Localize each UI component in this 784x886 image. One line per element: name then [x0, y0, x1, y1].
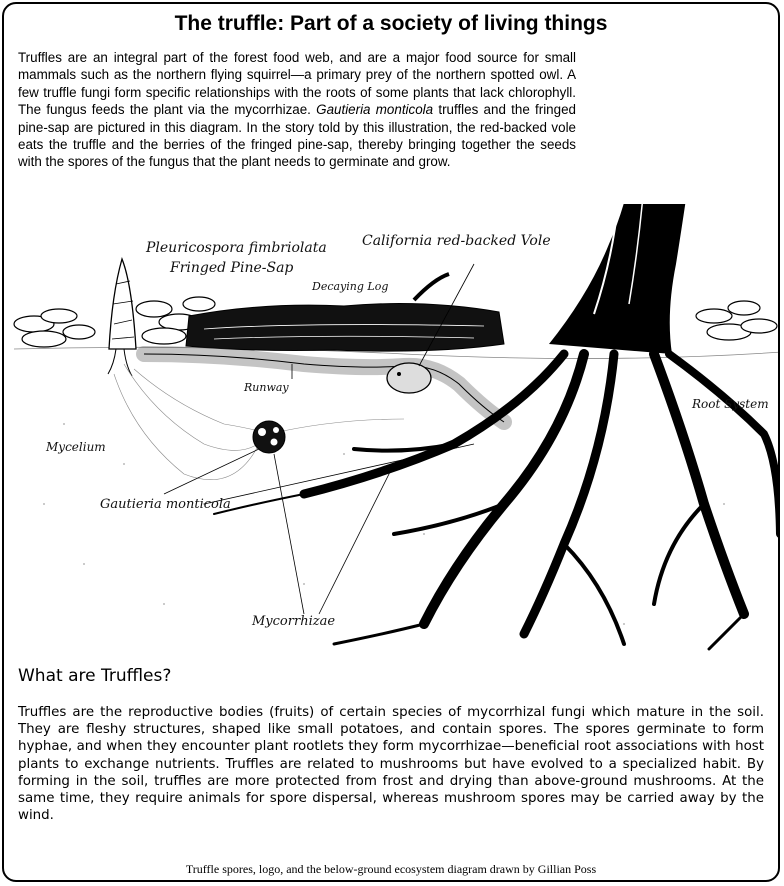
label-decaying-log: Decaying Log — [312, 280, 389, 293]
section-body: Truffles are the reproductive bodies (fruits) of certain species of mycorrhizal fungi which mature in the soil. They are fleshy structures, shaped like small potatoes, and contain spores. The spores germinate to form hyphae, and when they encounter plant rootlets they form mycorrhizae—beneficial root associations with host plants to exchange nutrients. Truffles are related to mushrooms but have evolved to a specialized habit. By forming in the soil, truffles are more protected from frost and drying than above-ground mushrooms. At the same time, they require animals for spore dispersal, whereas mushroom spores may be carried away by the wind. — [18, 705, 764, 824]
intro-paragraph — [18, 49, 576, 171]
soil-texture — [43, 423, 725, 625]
groundcover-plants-right — [696, 301, 777, 340]
intro-species-name: Gautieria monticola — [316, 102, 434, 118]
illustration-credit: Truffle spores, logo, and the below-ground ecosystem diagram drawn by Gillian Poss — [185, 862, 597, 876]
label-gautieria: Gautieria monticola — [100, 497, 231, 512]
label-pinesap-common: Fringed Pine-Sap — [170, 260, 294, 276]
label-vole: California red-backed Vole — [362, 233, 551, 249]
section-heading: What are Truffles? — [18, 666, 172, 686]
red-backed-vole — [387, 363, 431, 393]
gautieria-truffle — [253, 421, 285, 453]
intro-text-part2: truffles and the fringed pine-sap are pictured in this diagram. In the story told by this illustration, the red-backed vole eats the truffle and the berries of the fringed pine-sap, thereby bringing together the seeds with the spores of the fungus that the plant needs to germinate and grow. — [18, 102, 576, 170]
label-mycelium: Mycelium — [46, 440, 106, 454]
page-frame — [2, 2, 780, 882]
label-root-system: Root System — [692, 397, 769, 411]
ecosystem-diagram — [4, 204, 780, 654]
label-pinesap-latin: Pleuricospora fimbriolata — [146, 240, 327, 256]
label-runway: Runway — [244, 381, 289, 394]
ecosystem-illustration — [4, 204, 780, 654]
intro-text-part1: Truffles are an integral part of the forest food web, and are a major food source for small mammals such as the northern flying squirrel—a primary prey of the northern spotted owl. A few truffle fungi form specific relationships with the roots of some plants that lack chlorophyll. The fungus feeds the plant via the mycorrhizae. — [18, 50, 576, 118]
vole-runway-tunnel — [144, 354, 504, 422]
fringed-pine-sap-plant — [108, 259, 136, 376]
label-mycorrhizae: Mycorrhizae — [252, 614, 336, 629]
page-title: The truffle: Part of a society of living things — [174, 12, 608, 35]
tree-trunk — [549, 204, 694, 354]
